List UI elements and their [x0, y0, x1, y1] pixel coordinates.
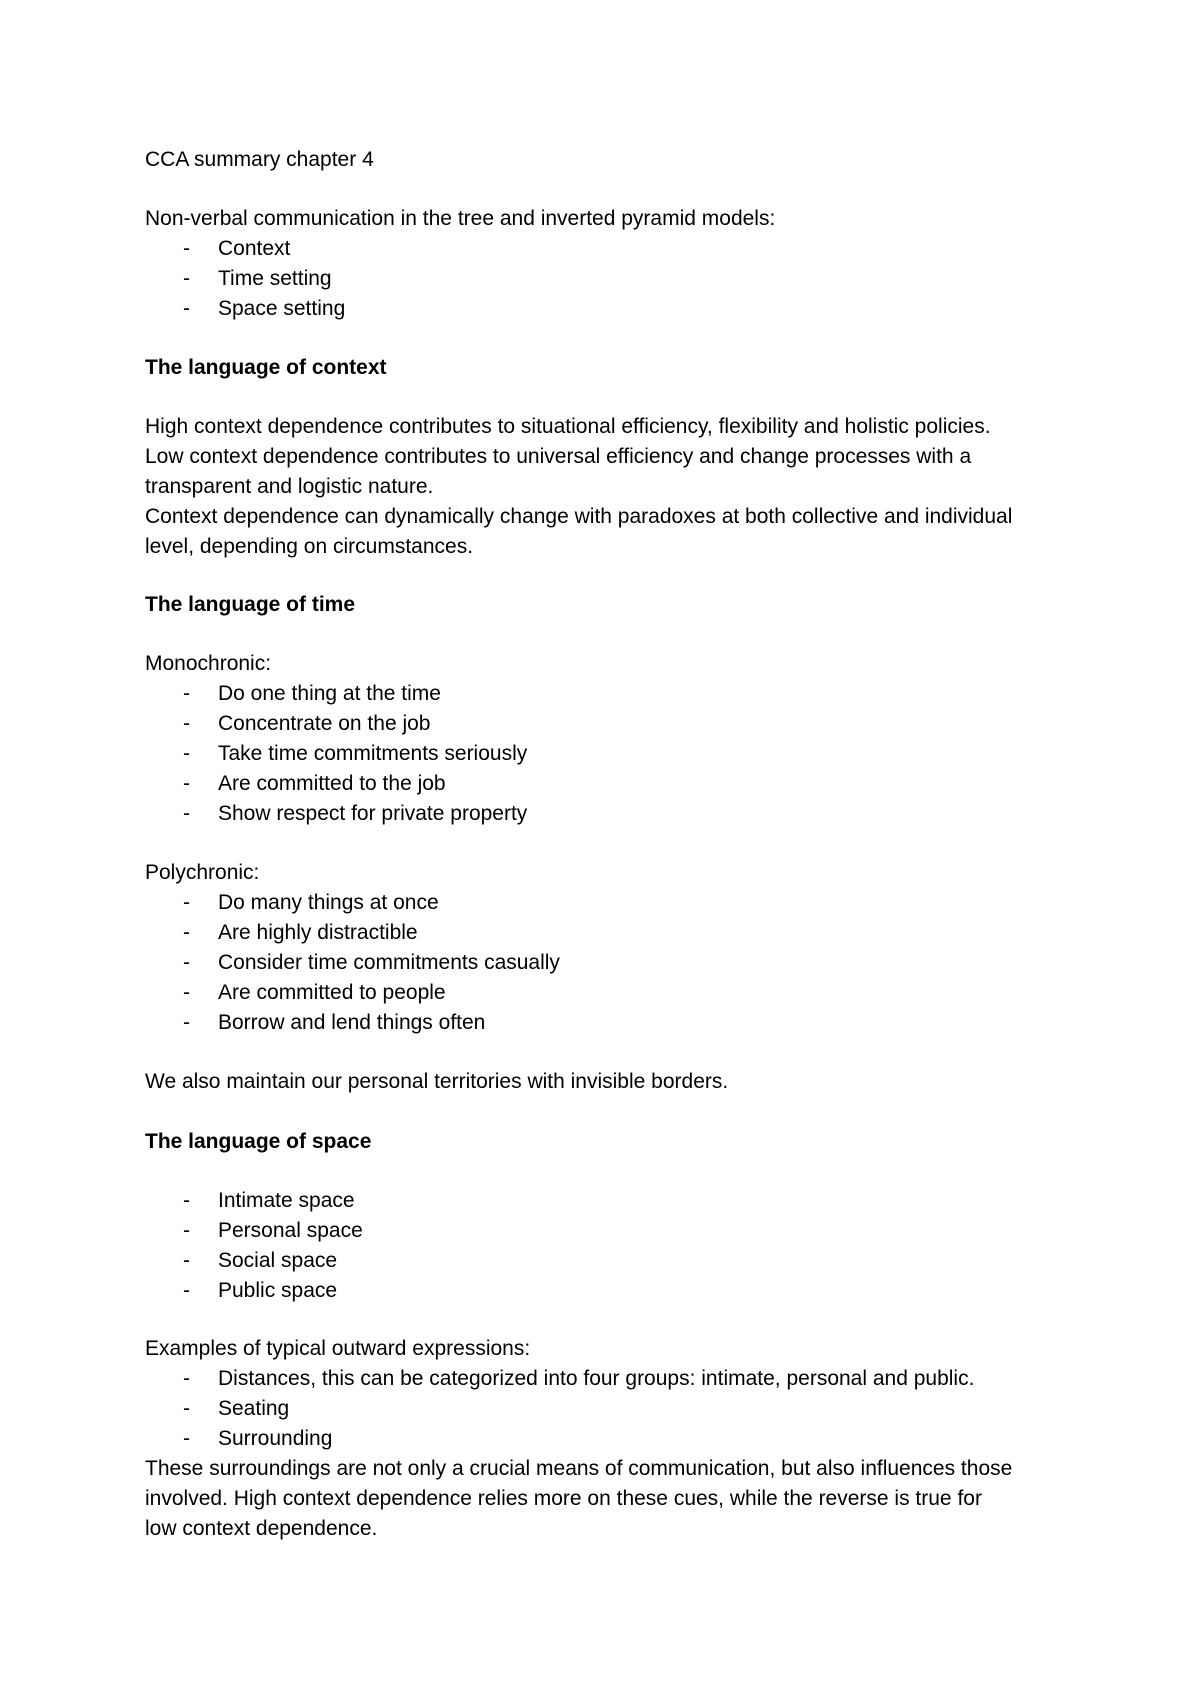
context-line: Context dependence can dynamically change with paradoxes at both collective and individual [145, 505, 1013, 528]
list-item: - Consider time commitments casually [183, 951, 560, 974]
monochronic-label: Monochronic: [145, 652, 272, 675]
list-item: - Intimate space [183, 1189, 355, 1212]
section-heading-time: The language of time [145, 593, 356, 616]
list-item: - Context [183, 237, 291, 260]
list-item: - Take time commitments seriously [183, 742, 528, 765]
list-item: - Distances, this can be categorized into four groups: intimate, personal and public. [183, 1367, 975, 1390]
section-heading-context: The language of context [145, 356, 387, 379]
document-title: CCA summary chapter 4 [145, 148, 374, 171]
list-item: - Public space [183, 1279, 338, 1302]
list-item: - Social space [183, 1249, 338, 1272]
list-item: - Are committed to the job [183, 772, 446, 795]
list-item: - Are highly distractible [183, 921, 418, 944]
list-item: - Are committed to people [183, 981, 446, 1004]
time-closing-text: We also maintain our personal territories with invisible borders. [145, 1070, 729, 1093]
list-item: - Space setting [183, 297, 346, 320]
space-list [145, 1186, 1100, 1306]
list-item: - Personal space [183, 1219, 363, 1242]
list-item: - Show respect for private property [183, 802, 528, 825]
space-closing-line: These surroundings are not only a crucial means of communication, but also influences those [145, 1457, 1013, 1480]
context-line: transparent and logistic nature. [145, 475, 434, 498]
list-item: - Do one thing at the time [183, 682, 441, 705]
list-item: - Surrounding [183, 1427, 333, 1450]
list-item: - Borrow and lend things often [183, 1011, 486, 1034]
time-section [145, 590, 1100, 620]
space-section [145, 1127, 1100, 1157]
polychronic-list [145, 858, 1100, 1038]
list-item: - Seating [183, 1397, 290, 1420]
list-item: - Time setting [183, 267, 332, 290]
space-closing-line: involved. High context dependence relies more on these cues, while the reverse is true for [145, 1487, 982, 1510]
context-body [145, 412, 1100, 562]
section-heading-space: The language of space [145, 1130, 372, 1153]
context-line: level, depending on circumstances. [145, 535, 474, 558]
time-closing [145, 1067, 1100, 1097]
polychronic-label: Polychronic: [145, 861, 260, 884]
context-section [145, 353, 1100, 383]
space-closing-line: low context dependence. [145, 1517, 378, 1540]
examples-section [145, 1334, 1100, 1544]
context-line: High context dependence contributes to situational efficiency, flexibility and holistic policies. [145, 415, 991, 438]
list-item: - Do many things at once [183, 891, 439, 914]
monochronic-list [145, 649, 1100, 829]
doc-title-block [145, 145, 1100, 175]
list-item: - Concentrate on the job [183, 712, 431, 735]
examples-label: Examples of typical outward expressions: [145, 1337, 531, 1360]
context-line: Low context dependence contributes to universal efficiency and change processes with a [145, 445, 972, 468]
intro-lead: Non-verbal communication in the tree and inverted pyramid models: [145, 207, 776, 230]
intro-section [145, 204, 1100, 324]
